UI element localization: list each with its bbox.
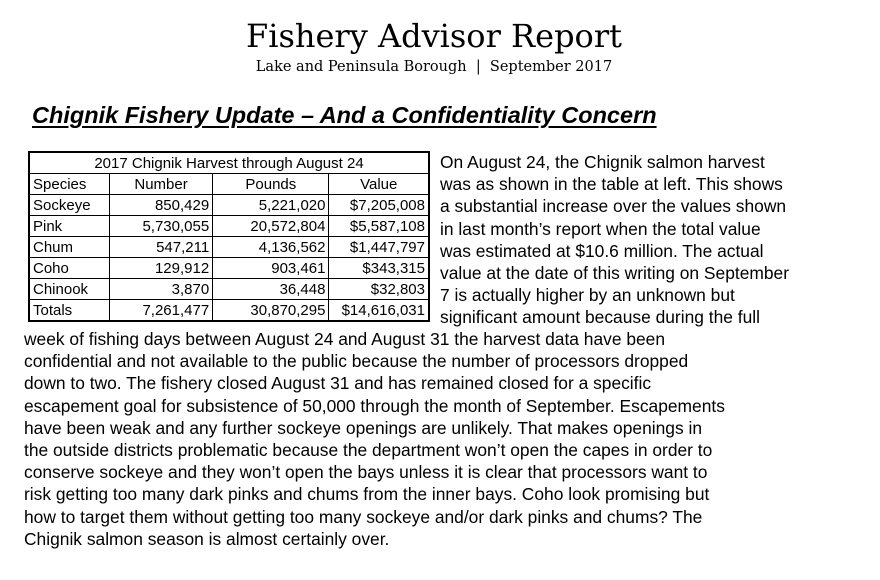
pounds-cell: 903,461 <box>213 258 329 279</box>
pounds-cell: 20,572,804 <box>213 216 329 237</box>
column-header-species: Species <box>29 174 109 195</box>
value-cell: $7,205,008 <box>329 195 429 216</box>
article-heading: Chignik Fishery Update – And a Confidentiality Concern <box>32 102 657 128</box>
paragraph-line: the outside districts problematic because the department won’t open the capes in order to <box>24 439 713 460</box>
paragraph-line: escapement goal for subsistence of 50,000 through the month of September. Escapements <box>24 395 725 416</box>
value-cell: $32,803 <box>329 279 429 300</box>
paragraph-line: significant amount because during the full <box>440 307 760 328</box>
paragraph-line: down to two. The fishery closed August 31 and has remained closed for a specific <box>24 373 652 394</box>
paragraph-line: On August 24, the Chignik salmon harvest <box>440 152 765 172</box>
species-cell: Coho <box>29 258 109 279</box>
value-cell: $1,447,797 <box>329 237 429 258</box>
number-cell: 547,211 <box>109 237 212 258</box>
paragraph-line: was as shown in the table at left. This shows <box>440 174 783 195</box>
table-row <box>29 237 429 258</box>
totals-row <box>29 300 429 322</box>
value-cell: $5,587,108 <box>329 216 429 237</box>
column-header-number: Number <box>109 174 212 195</box>
table-row <box>29 279 429 300</box>
value-cell: $14,616,031 <box>329 300 429 322</box>
number-cell: 850,429 <box>109 195 212 216</box>
paragraph-line: a substantial increase over the values shown <box>440 196 787 217</box>
pounds-cell: 5,221,020 <box>213 195 329 216</box>
number-cell: 3,870 <box>109 279 212 300</box>
paragraph-line: have been weak and any further sockeye openings are unlikely. That makes openings in <box>24 417 703 438</box>
table-row <box>29 258 429 279</box>
species-cell: Sockeye <box>29 195 109 216</box>
column-header-pounds: Pounds <box>213 174 329 195</box>
paragraph-line: in last month’s report when the total value <box>440 218 761 239</box>
paragraph-line: conserve sockeye and they won’t open the bays unless it is clear that processors want to <box>24 462 708 483</box>
paragraph-line: week of fishing days between August 24 and August 31 the harvest data have been <box>24 329 666 349</box>
pounds-cell: 36,448 <box>213 279 329 300</box>
harvest-table <box>28 151 430 322</box>
pounds-cell: 4,136,562 <box>213 237 329 258</box>
article-paragraph-wrapped <box>440 151 789 329</box>
pounds-cell: 30,870,295 <box>213 300 329 322</box>
paragraph-line: 7 is actually higher by an unknown but <box>440 285 735 306</box>
paragraph-line: how to target them without getting too many sockeye and/or dark pinks and chums? The <box>24 506 703 527</box>
paragraph-line: was estimated at $10.6 million. The actual <box>440 240 764 261</box>
value-cell: $343,315 <box>329 258 429 279</box>
report-subtitle: Lake and Peninsula Borough | September 2017 <box>255 59 613 75</box>
number-cell: 7,261,477 <box>109 300 212 322</box>
species-cell: Pink <box>29 216 109 237</box>
table-caption-row <box>29 152 429 174</box>
report-title: Fishery Advisor Report <box>246 17 622 55</box>
paragraph-line: confidential and not available to the public because the number of processors dropped <box>24 351 689 372</box>
number-cell: 5,730,055 <box>109 216 212 237</box>
paragraph-line: Chignik salmon season is almost certainly over. <box>24 528 390 549</box>
paragraph-line: value at the date of this writing on September <box>440 262 789 283</box>
species-cell: Chum <box>29 237 109 258</box>
paragraph-line: risk getting too many dark pinks and chums from the inner bays. Coho look promising but <box>24 484 710 505</box>
table-row <box>29 195 429 216</box>
column-header-value: Value <box>329 174 429 195</box>
table-row <box>29 216 429 237</box>
species-cell: Totals <box>29 300 109 322</box>
species-cell: Chinook <box>29 279 109 300</box>
article-paragraph-full <box>24 328 725 550</box>
number-cell: 129,912 <box>109 258 212 279</box>
table-header-row <box>29 174 429 195</box>
table-caption: 2017 Chignik Harvest through August 24 <box>29 152 429 174</box>
